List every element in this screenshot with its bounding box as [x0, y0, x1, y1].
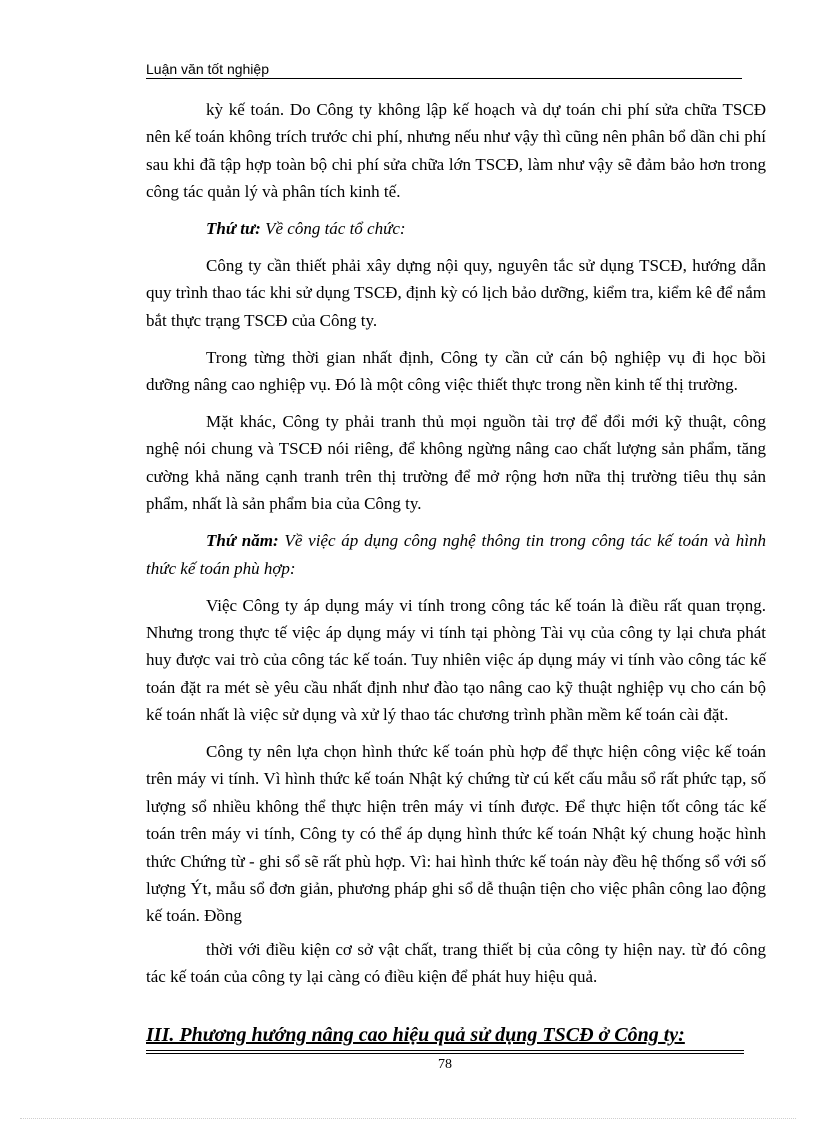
footer-rule-bottom: [146, 1053, 744, 1054]
paragraph-conditions: thời với điều kiện cơ sở vật chất, trang thiết bị của công ty hiện nay. từ đó công tác kế toán của công ty lại càng có điều kiện để phát huy hiệu quả.: [146, 939, 766, 987]
paragraph-innovation: Mặt khác, Công ty phải tranh thủ mọi nguồn tài trợ để đổi mới kỹ thuật, công nghệ nói chung và TSCĐ nói riêng, để không ngừng nâng cao chất lượng sản phẩm, tăng cường khả năng cạnh tranh trên thị trường để mở rộng hơn nữa thị trường tiêu thụ sản phẩm, nhất là sản phẩm bia của Công ty.: [146, 412, 766, 514]
subhead-fifth: [146, 527, 766, 582]
subhead-fifth-text: Về việc áp dụng công nghệ thông tin trong công tác kế toán và hình thức kế toán phù hợp:: [146, 531, 766, 578]
page-dotted-border: [20, 1118, 796, 1119]
paragraph-training: Trong từng thời gian nhất định, Công ty cần cử cán bộ nghiệp vụ đi học bồi dưỡng nâng cao nghiệp vụ. Đó là một công việc thiết thực trong nền kinh tế thị trường.: [146, 347, 766, 395]
subhead-fourth-lead: Thứ tư:: [206, 219, 261, 239]
section-heading: III. Phương hướng nâng cao hiệu quả sử dụng TSCĐ ở Công ty:: [146, 1024, 685, 1046]
subhead-fifth-lead: Thứ năm:: [206, 531, 279, 551]
paragraph-computer-use: Việc Công ty áp dụng máy vi tính trong công tác kế toán là điều rất quan trọng. Nhưng trong thực tế việc áp dụng máy vi tính tại phòng Tài vụ của công ty lại chưa phát huy được vai trò của công tác kế toán. Tuy nhiên việc áp dụng máy vi tính vào công tác kế toán đặt ra mét sè yêu cầu nhất định như đào tạo nâng cao kỹ thuật nghiệp vụ cho cán bộ kế toán nhất là việc sử dụng và xử lý thao tác chương trình phần mềm kế toán cài đặt.: [146, 595, 766, 725]
subhead-fourth: [146, 215, 766, 242]
footer-rule-top: [146, 1050, 744, 1051]
body-text: [146, 96, 766, 1000]
paragraph-cost-allocation: kỳ kế toán. Do Công ty không lập kế hoạch và dự toán chi phí sửa chữa TSCĐ nên kế toán không trích trước chi phí, nhưng nếu như vậy thì cũng nên phân bổ dần chi phí sau khi đã tập hợp toàn bộ chi phí sửa chữa lớn TSCĐ, làm như vậy sẽ đảm bảo hơn trong công tác quản lý và phân tích kinh tế.: [146, 100, 766, 202]
paragraph-regulations: Công ty cần thiết phải xây dựng nội quy, nguyên tắc sử dụng TSCĐ, hướng dẫn quy trình thao tác khi sử dụng TSCĐ, định kỳ có lịch bảo dưỡng, kiểm tra, kiểm kê để nắm bắt thực trạng TSCĐ của Công ty.: [146, 256, 766, 330]
page-number: 78: [438, 1057, 452, 1072]
header-rule: [146, 78, 742, 79]
subhead-fourth-text: Về công tác tổ chức:: [260, 219, 406, 239]
page-header: Luận văn tốt nghiệp: [146, 61, 269, 77]
paragraph-accounting-form: Công ty nên lựa chọn hình thức kế toán phù hợp để thực hiện công việc kế toán trên máy vi tính. Vì hình thức kế toán Nhật ký chứng từ cú kết cấu mẫu sổ rất phức tạp, số lượng sổ nhiều không thể thực hiện trên máy vi tính được. Để thực hiện tốt công tác kế toán trên máy vi tính, Công ty có thể áp dụng hình thức kế toán Nhật ký chung hoặc hình thức Chứng từ - ghi sổ sẽ rất phù hợp. Vì: hai hình thức kế toán này đều hệ thống sổ với số lượng Ýt, mẫu sổ đơn giản, phương pháp ghi sổ dễ thuận tiện cho việc phân công lao động kế toán. Đồng: [146, 742, 766, 926]
